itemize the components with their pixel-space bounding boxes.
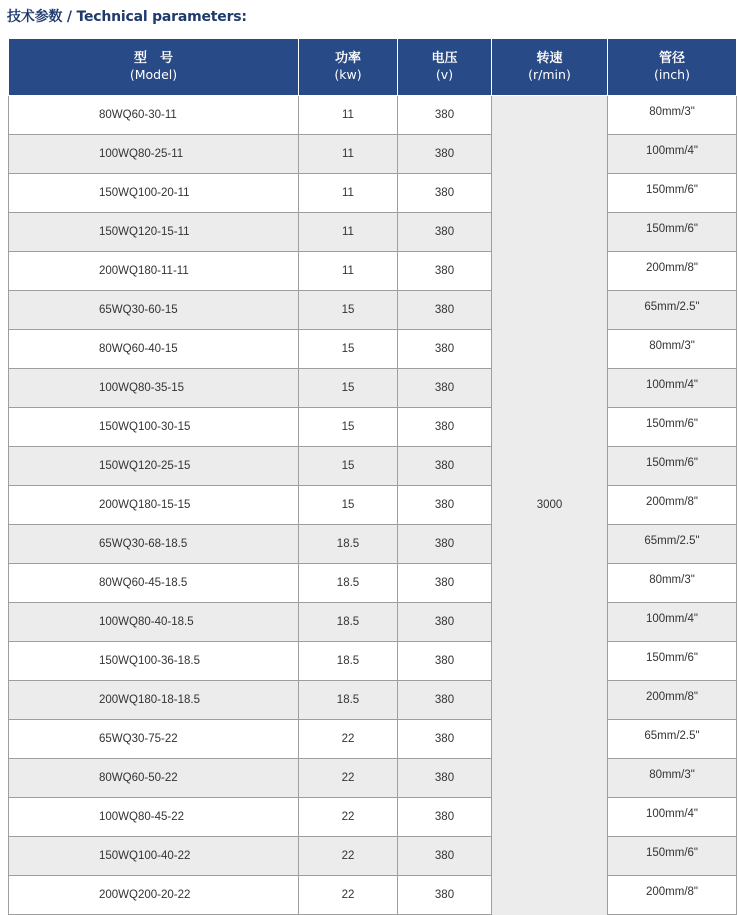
pipe-cell: 150mm/6" bbox=[608, 642, 737, 681]
pipe-cell: 80mm/3" bbox=[608, 564, 737, 603]
power-cell: 11 bbox=[299, 96, 398, 135]
table-row bbox=[9, 135, 737, 174]
speed-cell: 3000 bbox=[492, 96, 608, 915]
section-title: 技术参数 / Technical parameters: bbox=[7, 9, 247, 25]
pipe-cell: 150mm/6" bbox=[608, 837, 737, 876]
pipe-cell: 150mm/6" bbox=[608, 174, 737, 213]
voltage-cell: 380 bbox=[398, 408, 492, 447]
voltage-cell: 380 bbox=[398, 369, 492, 408]
power-cell: 11 bbox=[299, 213, 398, 252]
voltage-cell: 380 bbox=[398, 330, 492, 369]
pipe-cell: 65mm/2.5" bbox=[608, 525, 737, 564]
power-cell: 18.5 bbox=[299, 525, 398, 564]
pipe-cell: 100mm/4" bbox=[608, 603, 737, 642]
voltage-cell: 380 bbox=[398, 720, 492, 759]
model-cell: 150WQ100-20-11 bbox=[9, 174, 299, 213]
pipe-cell: 80mm/3" bbox=[608, 330, 737, 369]
model-cell: 80WQ60-40-15 bbox=[9, 330, 299, 369]
table-row bbox=[9, 759, 737, 798]
header-power bbox=[299, 39, 398, 96]
pipe-cell: 150mm/6" bbox=[608, 408, 737, 447]
power-cell: 15 bbox=[299, 486, 398, 525]
voltage-cell: 380 bbox=[398, 486, 492, 525]
table-row bbox=[9, 408, 737, 447]
header-model bbox=[9, 39, 299, 96]
voltage-cell: 380 bbox=[398, 135, 492, 174]
power-cell: 15 bbox=[299, 291, 398, 330]
header-model-en: (Model) bbox=[129, 67, 178, 82]
power-cell: 15 bbox=[299, 369, 398, 408]
table-row bbox=[9, 252, 737, 291]
voltage-cell: 380 bbox=[398, 291, 492, 330]
table-row bbox=[9, 798, 737, 837]
table-row bbox=[9, 720, 737, 759]
table-row bbox=[9, 213, 737, 252]
table-row bbox=[9, 486, 737, 525]
power-cell: 11 bbox=[299, 135, 398, 174]
table-row bbox=[9, 603, 737, 642]
pipe-cell: 200mm/8" bbox=[608, 252, 737, 291]
power-cell: 22 bbox=[299, 876, 398, 915]
power-cell: 11 bbox=[299, 252, 398, 291]
table-row bbox=[9, 447, 737, 486]
power-cell: 22 bbox=[299, 759, 398, 798]
table-row bbox=[9, 330, 737, 369]
voltage-cell: 380 bbox=[398, 564, 492, 603]
voltage-cell: 380 bbox=[398, 798, 492, 837]
power-cell: 18.5 bbox=[299, 564, 398, 603]
model-cell: 200WQ180-11-11 bbox=[9, 252, 299, 291]
model-cell: 150WQ100-40-22 bbox=[9, 837, 299, 876]
model-cell: 65WQ30-68-18.5 bbox=[9, 525, 299, 564]
table-row bbox=[9, 369, 737, 408]
voltage-cell: 380 bbox=[398, 213, 492, 252]
header-speed-en: (r/min) bbox=[528, 67, 571, 82]
model-cell: 150WQ100-36-18.5 bbox=[9, 642, 299, 681]
table-header-row bbox=[9, 39, 737, 96]
power-cell: 22 bbox=[299, 837, 398, 876]
model-cell: 80WQ60-50-22 bbox=[9, 759, 299, 798]
model-cell: 200WQ200-20-22 bbox=[9, 876, 299, 915]
header-power-en: (kw) bbox=[334, 67, 362, 82]
table-row bbox=[9, 837, 737, 876]
table-row bbox=[9, 642, 737, 681]
voltage-cell: 380 bbox=[398, 96, 492, 135]
pipe-cell: 200mm/8" bbox=[608, 681, 737, 720]
model-cell: 65WQ30-60-15 bbox=[9, 291, 299, 330]
power-cell: 15 bbox=[299, 447, 398, 486]
power-cell: 18.5 bbox=[299, 642, 398, 681]
voltage-cell: 380 bbox=[398, 603, 492, 642]
header-pipe-zh: 管径 bbox=[658, 51, 685, 66]
header-speed bbox=[492, 39, 608, 96]
voltage-cell: 380 bbox=[398, 876, 492, 915]
model-cell: 200WQ180-15-15 bbox=[9, 486, 299, 525]
voltage-cell: 380 bbox=[398, 252, 492, 291]
pipe-cell: 80mm/3" bbox=[608, 96, 737, 135]
pipe-cell: 200mm/8" bbox=[608, 486, 737, 525]
model-cell: 100WQ80-40-18.5 bbox=[9, 603, 299, 642]
header-pipe bbox=[608, 39, 737, 96]
power-cell: 15 bbox=[299, 408, 398, 447]
model-cell: 200WQ180-18-18.5 bbox=[9, 681, 299, 720]
voltage-cell: 380 bbox=[398, 447, 492, 486]
technical-parameters-table bbox=[8, 39, 737, 915]
table-row bbox=[9, 174, 737, 213]
table-row bbox=[9, 96, 737, 135]
table-row bbox=[9, 291, 737, 330]
pipe-cell: 65mm/2.5" bbox=[608, 291, 737, 330]
header-power-zh: 功率 bbox=[334, 51, 361, 66]
power-cell: 15 bbox=[299, 330, 398, 369]
pipe-cell: 80mm/3" bbox=[608, 759, 737, 798]
model-cell: 150WQ100-30-15 bbox=[9, 408, 299, 447]
power-cell: 22 bbox=[299, 798, 398, 837]
voltage-cell: 380 bbox=[398, 642, 492, 681]
voltage-cell: 380 bbox=[398, 525, 492, 564]
header-speed-zh: 转速 bbox=[536, 51, 563, 66]
table-row bbox=[9, 876, 737, 915]
pipe-cell: 100mm/4" bbox=[608, 798, 737, 837]
header-model-zh: 型 号 bbox=[133, 51, 173, 66]
model-cell: 150WQ120-15-11 bbox=[9, 213, 299, 252]
table-row bbox=[9, 564, 737, 603]
model-cell: 80WQ60-45-18.5 bbox=[9, 564, 299, 603]
model-cell: 100WQ80-45-22 bbox=[9, 798, 299, 837]
pipe-cell: 65mm/2.5" bbox=[608, 720, 737, 759]
pipe-cell: 100mm/4" bbox=[608, 135, 737, 174]
model-cell: 65WQ30-75-22 bbox=[9, 720, 299, 759]
header-voltage-zh: 电压 bbox=[431, 51, 458, 66]
power-cell: 22 bbox=[299, 720, 398, 759]
pipe-cell: 200mm/8" bbox=[608, 876, 737, 915]
voltage-cell: 380 bbox=[398, 174, 492, 213]
header-voltage-en: (v) bbox=[435, 67, 454, 82]
pipe-cell: 150mm/6" bbox=[608, 447, 737, 486]
voltage-cell: 380 bbox=[398, 837, 492, 876]
table-body bbox=[9, 96, 737, 915]
model-cell: 100WQ80-25-11 bbox=[9, 135, 299, 174]
header-voltage bbox=[398, 39, 492, 96]
table-row bbox=[9, 525, 737, 564]
model-cell: 150WQ120-25-15 bbox=[9, 447, 299, 486]
table-row bbox=[9, 681, 737, 720]
voltage-cell: 380 bbox=[398, 759, 492, 798]
power-cell: 18.5 bbox=[299, 681, 398, 720]
pipe-cell: 100mm/4" bbox=[608, 369, 737, 408]
pipe-cell: 150mm/6" bbox=[608, 213, 737, 252]
power-cell: 11 bbox=[299, 174, 398, 213]
model-cell: 80WQ60-30-11 bbox=[9, 96, 299, 135]
voltage-cell: 380 bbox=[398, 681, 492, 720]
power-cell: 18.5 bbox=[299, 603, 398, 642]
model-cell: 100WQ80-35-15 bbox=[9, 369, 299, 408]
header-pipe-en: (inch) bbox=[654, 67, 690, 82]
